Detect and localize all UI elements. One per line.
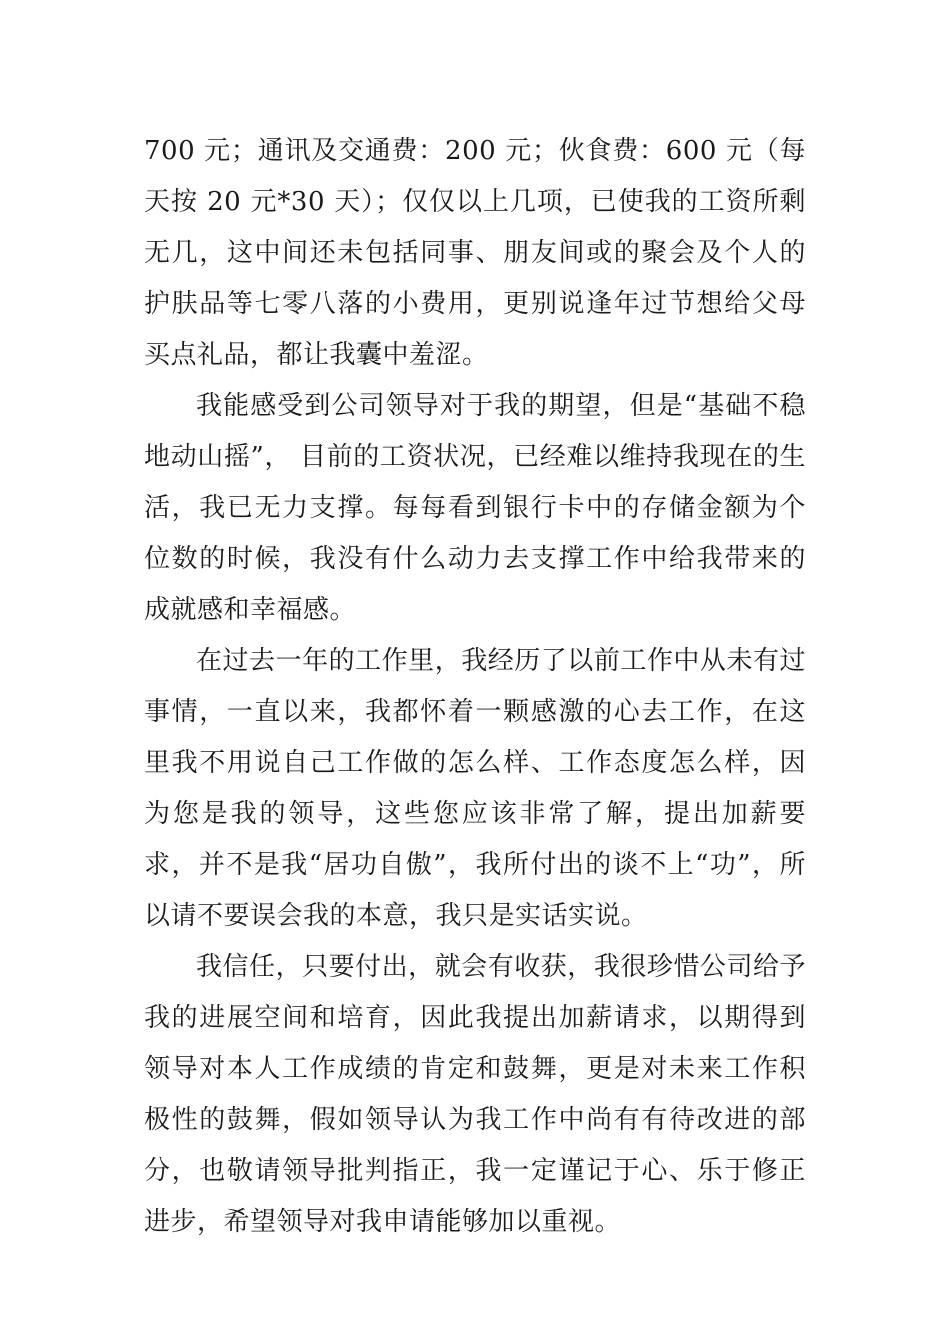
- paragraph-request: 我信任，只要付出，就会有收获，我很珍惜公司给予我的进展空间和培育，因此我提出加薪请求，以期得到领导对本人工作成绩的肯定和鼓舞，更是对未来工作积极性的鼓舞，假如领导认为我工作中尚有有待改进的部分，也敬请领导批判指正，我一定谨记于心、乐于修正进步，希望领导对我申请能够加以重视。: [144, 952, 806, 1237]
- paragraph-expectation: 我能感受到公司领导对于我的期望，但是“基础不稳地动山摇”， 目前的工资状况，已经难以维持我现在的生活，我已无力支撑。每每看到银行卡中的存储金额为个位数的时候，我没有什么动力去支撑工作中给我带来的成就感和幸福感。: [144, 391, 806, 625]
- paragraph-continuation: 700 元；通讯及交通费：200 元；伙食费：600 元（每天按 20 元*30 天）；仅仅以上几项，已使我的工资所剩无几，这中间还未包括同事、朋友间或的聚会及个人的护肤品等七零八落的小费用，更别说逢年过节想给父母买点礼品，都让我囊中羞涩。: [144, 136, 806, 370]
- document-body: [144, 126, 806, 1248]
- paragraph-past-year: 在过去一年的工作里，我经历了以前工作中从未有过事情，一直以来，我都怀着一颗感激的心去工作，在这里我不用说自己工作做的怎么样、工作态度怎么样，因为您是我的领导，这些您应该非常了解，提出加薪要求，并不是我“居功自傲”，我所付出的谈不上“功”，所以请不要误会我的本意，我只是实话实说。: [144, 646, 806, 931]
